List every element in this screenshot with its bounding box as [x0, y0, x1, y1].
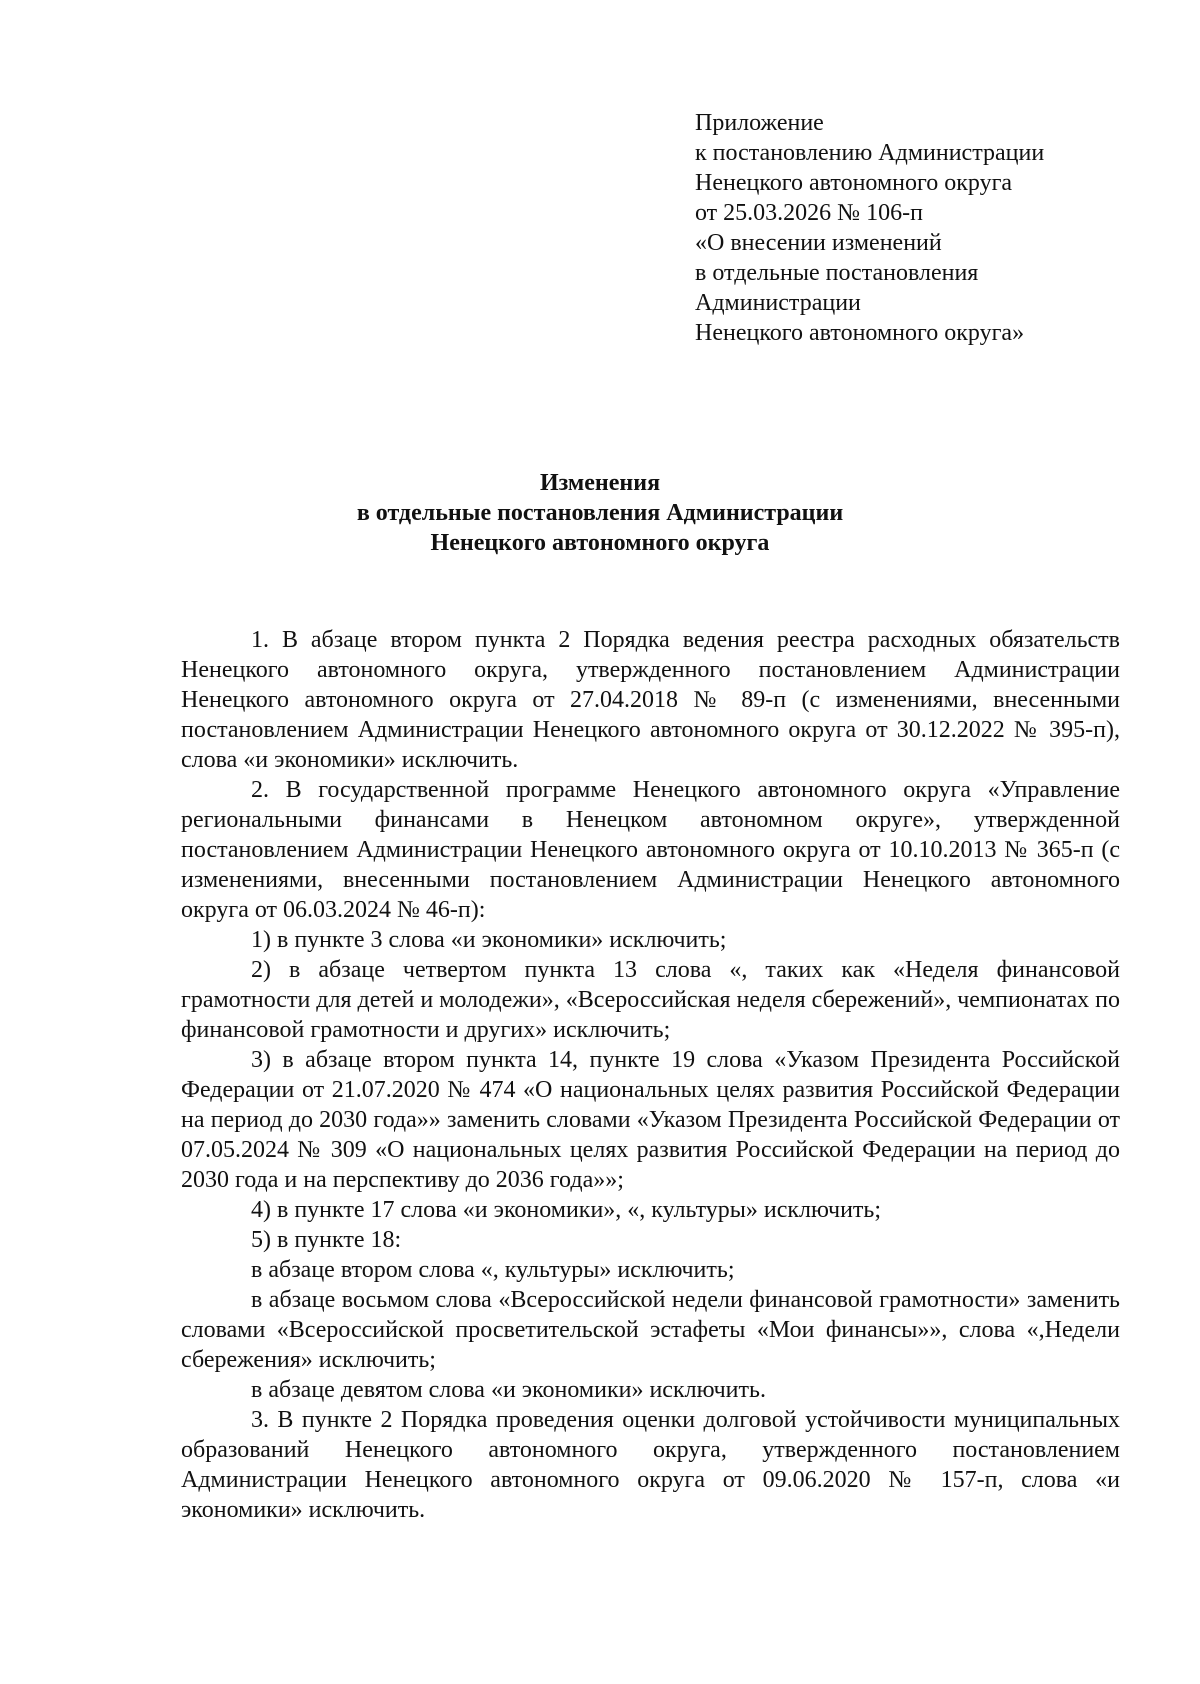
document-title — [180, 468, 1020, 558]
paragraph: в абзаце девятом слова «и экономики» исключить. — [251, 1377, 766, 1403]
appendix-line: Ненецкого автономного округа — [695, 170, 1013, 196]
appendix-line: Ненецкого автономного округа» — [695, 320, 1025, 346]
appendix-line: от 25.03.2026 № 106-п — [695, 200, 923, 226]
appendix-line: Администрации — [695, 290, 861, 316]
appendix-line: в отдельные постановления — [695, 260, 979, 286]
appendix-line: Приложение — [695, 110, 824, 136]
title-line: в отдельные постановления Администрации — [356, 500, 844, 526]
document-body — [181, 625, 1120, 1525]
appendix-line: «О внесении изменений — [695, 230, 942, 256]
paragraph: 5) в пункте 18: — [251, 1227, 402, 1253]
appendix-header — [695, 108, 1044, 348]
title-line: Ненецкого автономного округа — [430, 530, 770, 556]
paragraph: 1. В абзаце втором пункта 2 Порядка ведения реестра расходных обязательств Ненецкого автономного округа, утвержденного постановлением Администрации Ненецкого автономного округа от 27.04.2018 № 89-п (с изменениями, внесенными постановлением Администрации Ненецкого автономного округа от 30.12.2022 № 395-п), слова «и экономики» исключить. — [181, 627, 1120, 773]
paragraph: 4) в пункте 17 слова «и экономики», «, культуры» исключить; — [251, 1197, 882, 1223]
paragraph: 2. В государственной программе Ненецкого автономного округа «Управление региональными финансами в Ненецком автономном округе», утвержденной постановлением Администрации Ненецкого автономного округа от 10.10.2013 № 365-п (с изменениями, внесенными постановлением Администрации Ненецкого автономного округа от 06.03.2024 № 46-п): — [181, 777, 1120, 923]
appendix-line: к постановлению Администрации — [695, 140, 1045, 166]
paragraph: 3) в абзаце втором пункта 14, пункте 19 слова «Указом Президента Российской Федерации от 21.07.2020 № 474 «О национальных целях развития Российской Федерации на период до 2030 года»» заменить словами «Указом Президента Российской Федерации от 07.05.2024 № 309 «О национальных целях развития Российской Федерации на период до 2030 года и на перспективу до 2036 года»»; — [181, 1047, 1120, 1193]
paragraph: 2) в абзаце четвертом пункта 13 слова «, таких как «Неделя финансовой грамотности для детей и молодежи», «Всероссийская неделя сбережений», чемпионатах по финансовой грамотности и других» исключить; — [181, 957, 1120, 1043]
paragraph: 3. В пункте 2 Порядка проведения оценки долговой устойчивости муниципальных образований Ненецкого автономного округа, утвержденного постановлением Администрации Ненецкого автономного округа от 09.06.2020 № 157-п, слова «и экономики» исключить. — [181, 1407, 1120, 1523]
paragraph: в абзаце втором слова «, культуры» исключить; — [251, 1257, 735, 1283]
title-line: Изменения — [539, 470, 661, 496]
paragraph: 1) в пункте 3 слова «и экономики» исключить; — [251, 927, 727, 953]
paragraph: в абзаце восьмом слова «Всероссийской недели финансовой грамотности» заменить словами «Всероссийской просветительской эстафеты «Мои финансы»», слова «,Недели сбережения» исключить; — [181, 1287, 1120, 1373]
